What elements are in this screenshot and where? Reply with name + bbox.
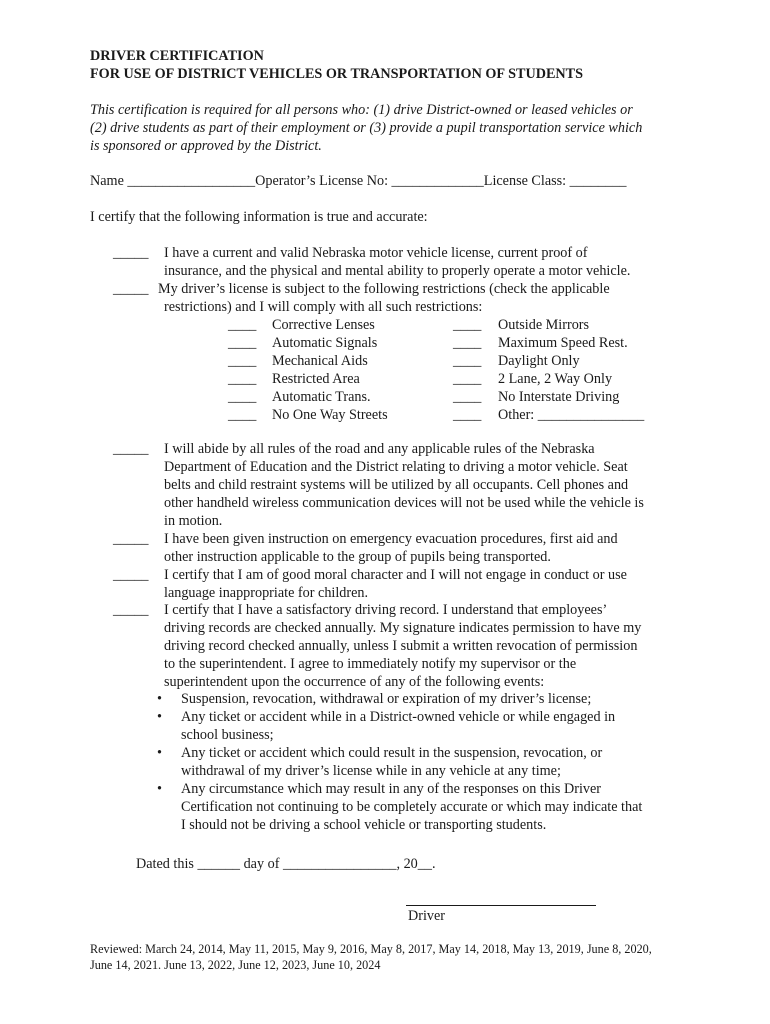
check-blank[interactable]: ____ (228, 371, 257, 387)
check-blank[interactable]: _____ (113, 567, 149, 583)
check-blank[interactable]: ____ (453, 335, 482, 351)
restriction-label: 2 Lane, 2 Way Only (498, 371, 613, 387)
check-blank[interactable]: ____ (453, 317, 482, 333)
item-text (164, 530, 699, 566)
item-line: superintendent upon the occurrence of any of the following events: (164, 674, 545, 690)
check-blank[interactable]: _____ (113, 602, 149, 618)
check-blank[interactable]: _____ (113, 441, 149, 457)
restriction-label: Restricted Area (272, 371, 360, 387)
review-dates (90, 942, 690, 973)
certify-intro: I certify that the following information is true and accurate: (90, 209, 428, 225)
dated-field[interactable]: Dated this ______ day of ________________, 20__. (136, 856, 436, 872)
bullet-icon: • (157, 781, 162, 797)
check-blank[interactable]: _____ (113, 245, 149, 261)
bullet-line: Any ticket or accident while in a District-owned vehicle or while engaged in (181, 709, 616, 725)
item-line: driving records are checked annually. My signature indicates permission to have my (164, 620, 642, 636)
title-line-2: FOR USE OF DISTRICT VEHICLES OR TRANSPORTATION OF STUDENTS (90, 66, 584, 82)
bullet-line: withdrawal of my driver’s license while in any vehicle at any time; (181, 763, 561, 779)
item-text (164, 440, 699, 530)
restriction-row (228, 352, 668, 370)
item-text (164, 566, 699, 602)
item-text (164, 601, 699, 691)
list-item (157, 690, 697, 708)
list-item (157, 744, 697, 780)
intro-line: (2) drive students as part of their employment or (3) provide a pupil transportation service which (90, 120, 643, 136)
review-line: Reviewed: March 24, 2014, May 11, 2015, May 9, 2016, May 8, 2017, May 14, 2018, May 13, 2019, June 8, 2020, (90, 942, 652, 956)
document-title (90, 47, 583, 83)
restriction-label: Maximum Speed Rest. (498, 335, 628, 351)
item-line: language inappropriate for children. (164, 585, 369, 601)
item-line: other handheld wireless communication devices will not be used while the vehicle is (164, 495, 644, 511)
restriction-label: Mechanical Aids (272, 353, 368, 369)
bullet-icon: • (157, 709, 162, 725)
restriction-label: Corrective Lenses (272, 317, 375, 333)
bullet-icon: • (157, 691, 162, 707)
item-line: I certify that I have a satisfactory driving record. I understand that employees’ (164, 602, 608, 618)
review-line: June 14, 2021. June 13, 2022, June 12, 2023, June 10, 2024 (90, 957, 381, 972)
events-bullet-list (157, 690, 697, 834)
check-blank[interactable]: ____ (453, 353, 482, 369)
restriction-label: Daylight Only (498, 353, 580, 369)
item-line: Department of Education and the District relating to driving a motor vehicle. Seat (164, 459, 628, 475)
restrictions-grid (228, 316, 668, 424)
restriction-row (228, 316, 668, 334)
list-item (157, 708, 697, 744)
check-blank[interactable]: ____ (228, 317, 257, 333)
restriction-row (228, 388, 668, 406)
restriction-label: No Interstate Driving (498, 389, 620, 405)
check-blank[interactable]: ____ (453, 389, 482, 405)
intro-line: is sponsored or approved by the District. (90, 138, 322, 154)
item-line: insurance, and the physical and mental ability to properly operate a motor vehicle. (164, 263, 631, 279)
restriction-label: Outside Mirrors (498, 317, 590, 333)
item-line: in motion. (164, 513, 223, 529)
item-line: I certify that I am of good moral character and I will not engage in conduct or use (164, 567, 627, 583)
item-line: to the superintendent. I agree to immediately notify my supervisor or the (164, 656, 577, 672)
item-line: I will abide by all rules of the road and any applicable rules of the Nebraska (164, 441, 595, 457)
check-blank[interactable]: ____ (228, 407, 257, 423)
bullet-line: Certification not continuing to be completely accurate or which may indicate that (181, 799, 643, 815)
restriction-label: Other: _______________ (498, 407, 645, 423)
item-line: My driver’s license is subject to the following restrictions (check the applicable (158, 281, 610, 297)
restriction-label: Automatic Signals (272, 335, 378, 351)
restriction-label: Automatic Trans. (272, 389, 371, 405)
item-text (164, 244, 699, 280)
item-text (158, 280, 693, 316)
check-blank[interactable]: ____ (453, 371, 482, 387)
restriction-row (228, 406, 668, 424)
bullet-line: Any circumstance which may result in any of the responses on this Driver (181, 781, 601, 797)
check-blank[interactable]: _____ (113, 531, 149, 547)
check-blank[interactable]: _____ (113, 281, 149, 297)
title-line-1: DRIVER CERTIFICATION (90, 48, 264, 64)
item-line: belts and child restraint systems will be utilized by all occupants. Cell phones and (164, 477, 629, 493)
bullet-line: Any ticket or accident which could result in the suspension, revocation, or (181, 745, 603, 761)
list-item (157, 780, 697, 834)
restriction-row (228, 370, 668, 388)
item-line: I have a current and valid Nebraska motor vehicle license, current proof of (164, 245, 588, 261)
restriction-row (228, 334, 668, 352)
intro-line: This certification is required for all persons who: (1) drive District-owned or leased vehicles or (90, 102, 633, 118)
check-blank[interactable]: ____ (228, 353, 257, 369)
check-blank[interactable]: ____ (228, 389, 257, 405)
item-line: other instruction applicable to the group of pupils being transported. (164, 549, 551, 565)
name-license-fields[interactable]: Name __________________Operator’s License No: _____________License Class: ________ (90, 173, 627, 189)
check-blank[interactable]: ____ (453, 407, 482, 423)
check-blank[interactable]: ____ (228, 335, 257, 351)
item-line: driving record checked annually, unless I submit a written revocation of permission (164, 638, 638, 654)
intro-paragraph (90, 101, 690, 155)
restriction-label: No One Way Streets (272, 407, 388, 423)
bullet-line: school business; (181, 727, 274, 743)
bullet-icon: • (157, 745, 162, 761)
signature-label: Driver (408, 908, 446, 924)
signature-line[interactable] (406, 888, 596, 906)
item-line: restrictions) and I will comply with all such restrictions: (164, 299, 483, 315)
bullet-line: I should not be driving a school vehicle or transporting students. (181, 817, 547, 833)
item-line: I have been given instruction on emergency evacuation procedures, first aid and (164, 531, 618, 547)
bullet-line: Suspension, revocation, withdrawal or expiration of my driver’s license; (181, 691, 592, 707)
